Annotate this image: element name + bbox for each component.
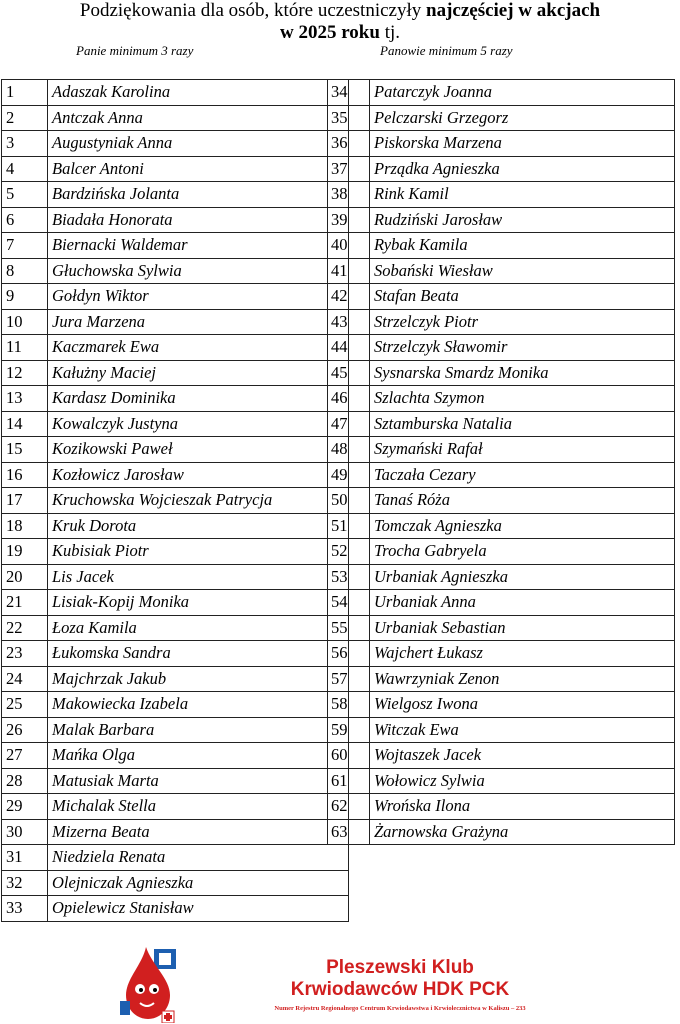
- participant-name: Strzelczyk Piotr: [370, 309, 675, 335]
- table-row: [328, 386, 675, 412]
- participant-name: Rudziński Jarosław: [370, 207, 675, 233]
- title-plain-text: Podziękowania dla osób, które uczestniczyły: [79, 0, 426, 21]
- participant-name: Antczak Anna: [48, 105, 349, 131]
- participant-name: Prządka Agnieszka: [370, 156, 675, 182]
- table-row: [328, 641, 675, 667]
- row-number: 20: [2, 564, 48, 590]
- table-row: [328, 513, 675, 539]
- table-row: [2, 80, 349, 106]
- footer: [0, 945, 680, 1024]
- table-row: [328, 539, 675, 565]
- right-name-table: [327, 79, 675, 845]
- participant-name: Kowalczyk Justyna: [48, 411, 349, 437]
- participant-name: Niedziela Renata: [48, 845, 349, 871]
- table-row: [328, 182, 675, 208]
- participant-name: Sobański Wiesław: [370, 258, 675, 284]
- row-number: 58: [328, 692, 370, 718]
- row-number: 10: [2, 309, 48, 335]
- participant-name: Patarczyk Joanna: [370, 80, 675, 106]
- table-row: [2, 768, 349, 794]
- row-number: 8: [2, 258, 48, 284]
- row-number: 1: [2, 80, 48, 106]
- table-row: [2, 156, 349, 182]
- table-row: [328, 207, 675, 233]
- table-row: [2, 641, 349, 667]
- table-row: [328, 743, 675, 769]
- row-number: 45: [328, 360, 370, 386]
- row-number: 59: [328, 717, 370, 743]
- participant-name: Balcer Antoni: [48, 156, 349, 182]
- table-row: [328, 284, 675, 310]
- participant-name: Augustyniak Anna: [48, 131, 349, 157]
- participant-name: Witczak Ewa: [370, 717, 675, 743]
- row-number: 46: [328, 386, 370, 412]
- table-row: [2, 335, 349, 361]
- row-number: 17: [2, 488, 48, 514]
- row-number: 31: [2, 845, 48, 871]
- table-row: [2, 692, 349, 718]
- row-number: 43: [328, 309, 370, 335]
- participant-name: Wołowicz Sylwia: [370, 768, 675, 794]
- row-number: 57: [328, 666, 370, 692]
- row-number: 44: [328, 335, 370, 361]
- table-row: [328, 590, 675, 616]
- table-row: [2, 207, 349, 233]
- participant-name: Tomczak Agnieszka: [370, 513, 675, 539]
- participant-name: Tanaś Róża: [370, 488, 675, 514]
- row-number: 52: [328, 539, 370, 565]
- table-row: [2, 233, 349, 259]
- row-number: 14: [2, 411, 48, 437]
- participant-name: Urbaniak Agnieszka: [370, 564, 675, 590]
- participant-name: Strzelczyk Sławomir: [370, 335, 675, 361]
- row-number: 25: [2, 692, 48, 718]
- table-row: [2, 870, 349, 896]
- table-row: [2, 539, 349, 565]
- table-row: [2, 309, 349, 335]
- participant-name: Bardzińska Jolanta: [48, 182, 349, 208]
- row-number: 30: [2, 819, 48, 845]
- table-row: [328, 309, 675, 335]
- participant-name: Kruchowska Wojcieszak Patrycja: [48, 488, 349, 514]
- row-number: 3: [2, 131, 48, 157]
- participant-name: Kałużny Maciej: [48, 360, 349, 386]
- row-number: 40: [328, 233, 370, 259]
- participant-name: Wojtaszek Jacek: [370, 743, 675, 769]
- table-row: [328, 564, 675, 590]
- table-row: [328, 360, 675, 386]
- table-row: [328, 717, 675, 743]
- table-row: [2, 386, 349, 412]
- row-number: 23: [2, 641, 48, 667]
- table-row: [2, 182, 349, 208]
- table-row: [2, 819, 349, 845]
- participant-name: Lis Jacek: [48, 564, 349, 590]
- page-title: [0, 0, 680, 44]
- row-number: 33: [2, 896, 48, 922]
- row-number: 15: [2, 437, 48, 463]
- participant-name: Trocha Gabryela: [370, 539, 675, 565]
- row-number: 47: [328, 411, 370, 437]
- participant-name: Kubisiak Piotr: [48, 539, 349, 565]
- row-number: 6: [2, 207, 48, 233]
- row-number: 21: [2, 590, 48, 616]
- table-row: [2, 794, 349, 820]
- table-row: [328, 335, 675, 361]
- table-row: [328, 462, 675, 488]
- participant-name: Pelczarski Grzegorz: [370, 105, 675, 131]
- table-row: [328, 258, 675, 284]
- row-number: 63: [328, 819, 370, 845]
- participant-name: Kaczmarek Ewa: [48, 335, 349, 361]
- participant-name: Majchrzak Jakub: [48, 666, 349, 692]
- participant-name: Urbaniak Sebastian: [370, 615, 675, 641]
- row-number: 56: [328, 641, 370, 667]
- row-number: 48: [328, 437, 370, 463]
- row-number: 7: [2, 233, 48, 259]
- left-subtitle: Panie minimum 3 razy: [76, 43, 194, 58]
- row-number: 39: [328, 207, 370, 233]
- table-row: [2, 131, 349, 157]
- table-row: [328, 105, 675, 131]
- table-row: [328, 666, 675, 692]
- participant-name: Żarnowska Grażyna: [370, 819, 675, 845]
- table-row: [328, 233, 675, 259]
- participant-name: Taczała Cezary: [370, 462, 675, 488]
- row-number: 9: [2, 284, 48, 310]
- table-row: [2, 896, 349, 922]
- row-number: 38: [328, 182, 370, 208]
- row-number: 4: [2, 156, 48, 182]
- table-row: [328, 80, 675, 106]
- participant-name: Kozłowicz Jarosław: [48, 462, 349, 488]
- participant-name: Łoza Kamila: [48, 615, 349, 641]
- participant-name: Rybak Kamila: [370, 233, 675, 259]
- row-number: 35: [328, 105, 370, 131]
- participant-name: Sysnarska Smardz Monika: [370, 360, 675, 386]
- table-row: [328, 794, 675, 820]
- participant-name: Głuchowska Sylwia: [48, 258, 349, 284]
- table-row: [2, 360, 349, 386]
- row-number: 27: [2, 743, 48, 769]
- row-number: 16: [2, 462, 48, 488]
- participant-name: Adaszak Karolina: [48, 80, 349, 106]
- participant-name: Łukomska Sandra: [48, 641, 349, 667]
- table-row: [328, 488, 675, 514]
- table-row: [2, 743, 349, 769]
- table-row: [2, 411, 349, 437]
- participant-name: Piskorska Marzena: [370, 131, 675, 157]
- participant-name: Wrońska Ilona: [370, 794, 675, 820]
- table-row: [2, 513, 349, 539]
- row-number: 18: [2, 513, 48, 539]
- table-row: [2, 488, 349, 514]
- row-number: 34: [328, 80, 370, 106]
- row-number: 24: [2, 666, 48, 692]
- participant-name: Szymański Rafał: [370, 437, 675, 463]
- table-row: [328, 692, 675, 718]
- participant-name: Mizerna Beata: [48, 819, 349, 845]
- table-row: [2, 462, 349, 488]
- participant-name: Kruk Dorota: [48, 513, 349, 539]
- table-row: [328, 437, 675, 463]
- row-number: 49: [328, 462, 370, 488]
- table-row: [2, 105, 349, 131]
- left-name-table: [1, 79, 349, 922]
- table-row: [2, 564, 349, 590]
- title-line-1: [0, 0, 680, 22]
- table-row: [328, 156, 675, 182]
- table-row: [2, 437, 349, 463]
- table-row: [2, 590, 349, 616]
- row-number: 36: [328, 131, 370, 157]
- row-number: 37: [328, 156, 370, 182]
- row-number: 42: [328, 284, 370, 310]
- participant-name: Malak Barbara: [48, 717, 349, 743]
- table-row: [328, 768, 675, 794]
- participant-name: Wielgosz Iwona: [370, 692, 675, 718]
- table-row: [2, 717, 349, 743]
- club-name-line-2: Krwiodawców HDK PCK: [290, 979, 510, 1000]
- table-row: [328, 131, 675, 157]
- participant-name: Biernacki Waldemar: [48, 233, 349, 259]
- row-number: 62: [328, 794, 370, 820]
- table-row: [2, 615, 349, 641]
- row-number: 22: [2, 615, 48, 641]
- right-subtitle: Panowie minimum 5 razy: [380, 43, 513, 58]
- row-number: 12: [2, 360, 48, 386]
- participant-name: Szlachta Szymon: [370, 386, 675, 412]
- row-number: 5: [2, 182, 48, 208]
- participant-name: Michalak Stella: [48, 794, 349, 820]
- registry-number-text: Numer Rejestru Regionalnego Centrum Krwiodawstwa i Krwiolecznictwa w Kaliszu – 233: [274, 1005, 526, 1012]
- row-number: 54: [328, 590, 370, 616]
- row-number: 32: [2, 870, 48, 896]
- participant-name: Gołdyn Wiktor: [48, 284, 349, 310]
- table-row: [328, 411, 675, 437]
- participant-name: Matusiak Marta: [48, 768, 349, 794]
- participant-name: Olejniczak Agnieszka: [48, 870, 349, 896]
- participant-name: Urbaniak Anna: [370, 590, 675, 616]
- row-number: 51: [328, 513, 370, 539]
- table-row: [2, 284, 349, 310]
- table-row: [2, 666, 349, 692]
- participant-name: Wajchert Łukasz: [370, 641, 675, 667]
- participant-name: Rink Kamil: [370, 182, 675, 208]
- row-number: 61: [328, 768, 370, 794]
- participant-name: Sztamburska Natalia: [370, 411, 675, 437]
- participant-name: Kardasz Dominika: [48, 386, 349, 412]
- participant-name: Stafan Beata: [370, 284, 675, 310]
- row-number: 60: [328, 743, 370, 769]
- participant-name: Biadała Honorata: [48, 207, 349, 233]
- table-row: [328, 615, 675, 641]
- row-number: 41: [328, 258, 370, 284]
- table-row: [2, 258, 349, 284]
- row-number: 11: [2, 335, 48, 361]
- club-name-line-1: Pleszewski Klub: [326, 957, 474, 978]
- row-number: 26: [2, 717, 48, 743]
- title-suffix-text: tj.: [379, 22, 400, 43]
- row-number: 19: [2, 539, 48, 565]
- participant-name: Makowiecka Izabela: [48, 692, 349, 718]
- title-year-text: w 2025 roku: [279, 22, 380, 43]
- table-row: [328, 819, 675, 845]
- participant-name: Mańka Olga: [48, 743, 349, 769]
- row-number: 2: [2, 105, 48, 131]
- row-number: 29: [2, 794, 48, 820]
- participant-name: Jura Marzena: [48, 309, 349, 335]
- blood-drop-mascot-icon: [118, 945, 192, 1023]
- row-number: 53: [328, 564, 370, 590]
- row-number: 50: [328, 488, 370, 514]
- participant-name: Kozikowski Paweł: [48, 437, 349, 463]
- participant-name: Lisiak-Kopij Monika: [48, 590, 349, 616]
- title-bold-text: najczęściej w akcjach: [426, 0, 601, 21]
- title-line-2: [0, 22, 680, 44]
- row-number: 55: [328, 615, 370, 641]
- row-number: 13: [2, 386, 48, 412]
- participant-name: Opielewicz Stanisław: [48, 896, 349, 922]
- participant-name: Wawrzyniak Zenon: [370, 666, 675, 692]
- row-number: 28: [2, 768, 48, 794]
- table-row: [2, 845, 349, 871]
